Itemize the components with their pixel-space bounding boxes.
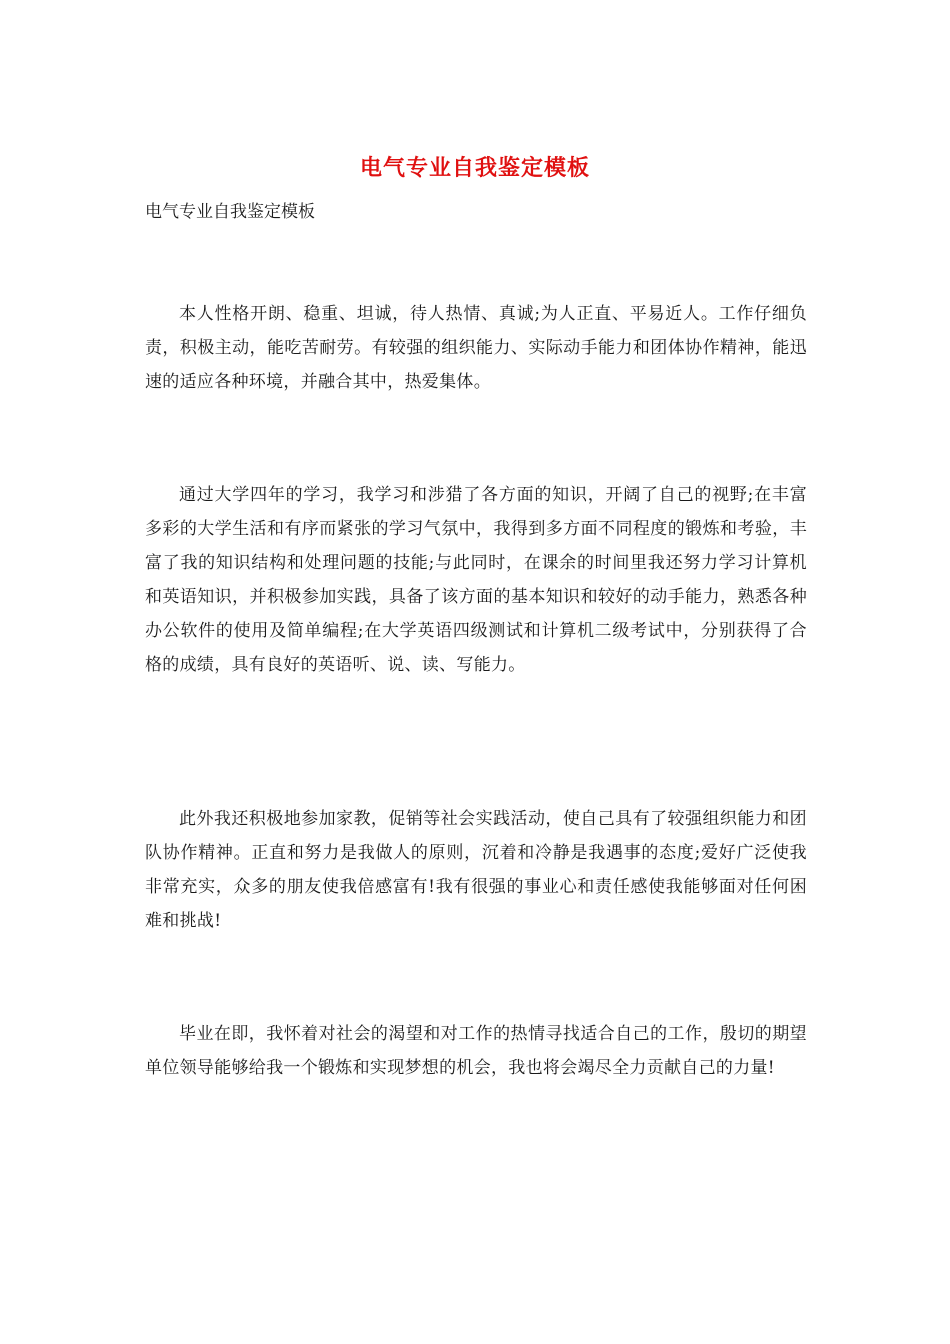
paragraph-graduation: 毕业在即，我怀着对社会的渴望和对工作的热情寻找适合自己的工作，殷切的期望单位领导能够给我一个锻炼和实现梦想的机会，我也将会竭尽全力贡献自己的力量! — [145, 1024, 807, 1078]
paragraph-practice: 此外我还积极地参加家教，促销等社会实践活动，使自己具有了较强组织能力和团队协作精神。正直和努力是我做人的原则，沉着和冷静是我遇事的态度;爱好广泛使我非常充实，众多的朋友使我倍感富有!我有很强的事业心和责任感使我能够面对任何困难和挑战! — [145, 809, 807, 931]
document-subtitle: 电气专业自我鉴定模板 — [145, 202, 315, 222]
document-title: 电气专业自我鉴定模板 — [359, 155, 590, 181]
paragraph-study: 通过大学四年的学习，我学习和涉猎了各方面的知识，开阔了自己的视野;在丰富多彩的大学生活和有序而紧张的学习气氛中，我得到多方面不同程度的锻炼和考验，丰富了我的知识结构和处理问题的技能;与此同时，在课余的时间里我还努力学习计算机和英语知识，并积极参加实践，具备了该方面的基本知识和较好的动手能力，熟悉各种办公软件的使用及简单编程;在大学英语四级测试和计算机二级考试中，分别获得了合格的成绩，具有良好的英语听、说、读、写能力。 — [145, 485, 807, 675]
paragraph-personality: 本人性格开朗、稳重、坦诚，待人热情、真诚;为人正直、平易近人。工作仔细负责，积极主动，能吃苦耐劳。有较强的组织能力、实际动手能力和团体协作精神，能迅速的适应各种环境，并融合其中，热爱集体。 — [145, 304, 807, 392]
